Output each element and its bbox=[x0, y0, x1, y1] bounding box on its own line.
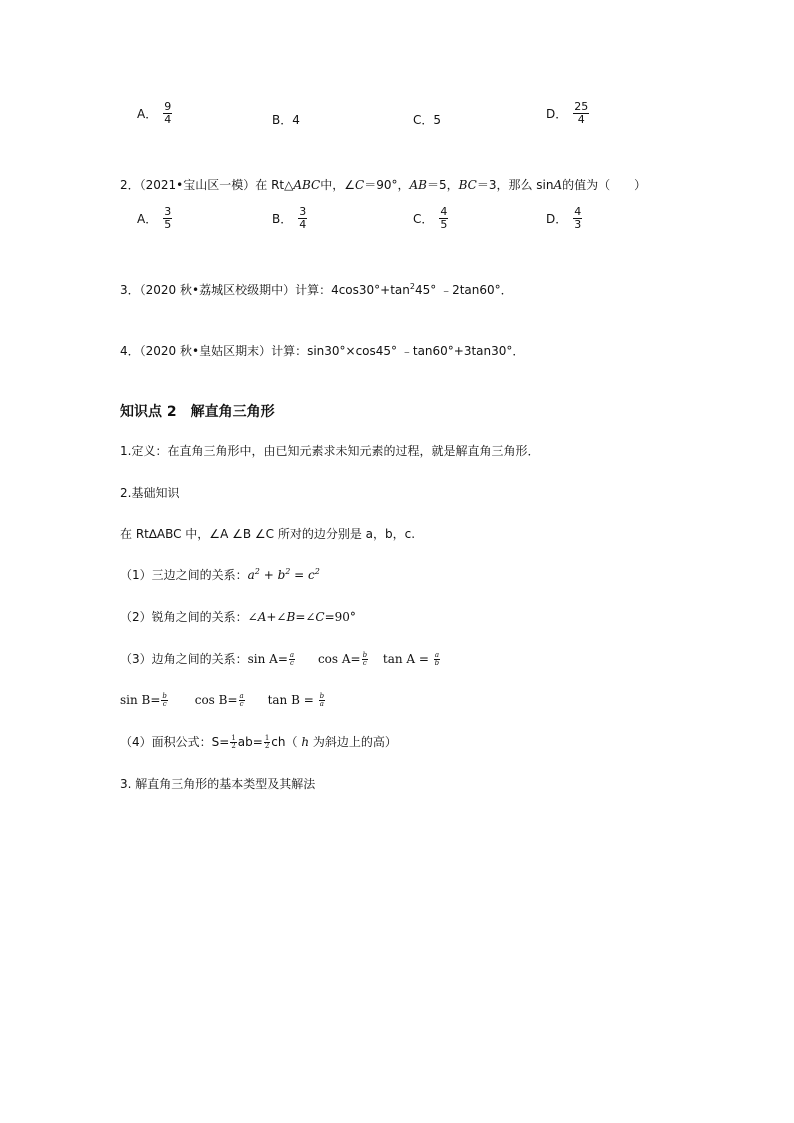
fraction: $\frac{4}{3}$ bbox=[574, 205, 582, 231]
relation-sides-angles: （3）边角之间的关系：sin A= $\frac{a}{c}$ cos A= $\frac{b}{c}$ tan A = $\frac{a}{b}$ bbox=[120, 651, 440, 667]
q2-stem: 2．（2021•宝山区一模）在 Rt△ABC中，∠C＝90°，AB＝5，BC＝3，那么 sinA的值为（ ） bbox=[120, 178, 647, 192]
tanA-formula: tan A = $\frac{a}{b}$ bbox=[382, 651, 440, 667]
q1-option-a: A． $\frac{9}{4}$ bbox=[137, 100, 172, 126]
fraction: $\frac{25}{4}$ bbox=[574, 100, 589, 126]
q2-option-c: C． $\frac{4}{5}$ bbox=[413, 205, 448, 231]
definition-text: 1.定义：在直角三角形中，由已知元素求未知元素的过程，就是解直角三角形． bbox=[120, 444, 540, 458]
q2-option-b: B． $\frac{3}{4}$ bbox=[272, 205, 307, 231]
basics-title: 2.基础知识 bbox=[120, 486, 180, 500]
fraction: $\frac{9}{4}$ bbox=[164, 100, 172, 126]
q1-option-d: D． $\frac{25}{4}$ bbox=[546, 100, 589, 126]
q1-option-b: B． 4 bbox=[272, 112, 300, 127]
q2-option-a: A． $\frac{3}{5}$ bbox=[137, 205, 172, 231]
q3-stem: 3．（2020 秋•荔城区校级期中）计算：$4\cos 30^\circ+\tan^245^\circ$ ﹣2tan60°． bbox=[120, 282, 513, 297]
sinA-formula: sin A= $\frac{a}{c}$ bbox=[247, 651, 295, 667]
fraction: $\frac{3}{5}$ bbox=[164, 205, 172, 231]
sinB-formula: sin B= $\frac{b}{c}$ bbox=[120, 692, 167, 708]
angle-sum-formula: ∠A+∠B=∠C=90° bbox=[247, 610, 356, 624]
relation-sides: （1）三边之间的关系：$a^2 + b^2 = c^2$ bbox=[120, 567, 320, 582]
section-heading: 知识点 2 解直角三角形 bbox=[120, 404, 275, 420]
q1-option-c: C． 5 bbox=[413, 112, 442, 127]
area-formula: （4）面积公式：S= $\frac{1}{2}$ ab= $\frac{1}{2}$ ch（ h 为斜边上的高） bbox=[120, 734, 397, 750]
triangle-intro: 在 Rt∆ABC 中，∠A ∠B ∠C 所对的边分别是 a，b，c. bbox=[120, 527, 416, 541]
cosB-formula: cos B= $\frac{a}{c}$ bbox=[194, 692, 244, 708]
pythagoras-formula: $a^2 + b^2 = c^2$ bbox=[247, 567, 320, 582]
types-title: 3. 解直角三角形的基本类型及其解法 bbox=[120, 777, 316, 791]
tanB-formula: tan B = $\frac{b}{a}$ bbox=[267, 692, 325, 708]
relation-b-formulas bbox=[120, 692, 326, 708]
fraction: $\frac{4}{5}$ bbox=[440, 205, 448, 231]
q4-stem: 4．（2020 秋•皇姑区期末）计算：sin30°×cos45° ﹣tan60°+3tan30°． bbox=[120, 344, 525, 358]
cosA-formula: cos A= $\frac{b}{c}$ bbox=[317, 651, 368, 667]
q2-option-d: D． $\frac{4}{3}$ bbox=[546, 205, 582, 231]
fraction: $\frac{3}{4}$ bbox=[299, 205, 307, 231]
relation-angles: （2）锐角之间的关系：∠A+∠B=∠C=90° bbox=[120, 610, 356, 624]
